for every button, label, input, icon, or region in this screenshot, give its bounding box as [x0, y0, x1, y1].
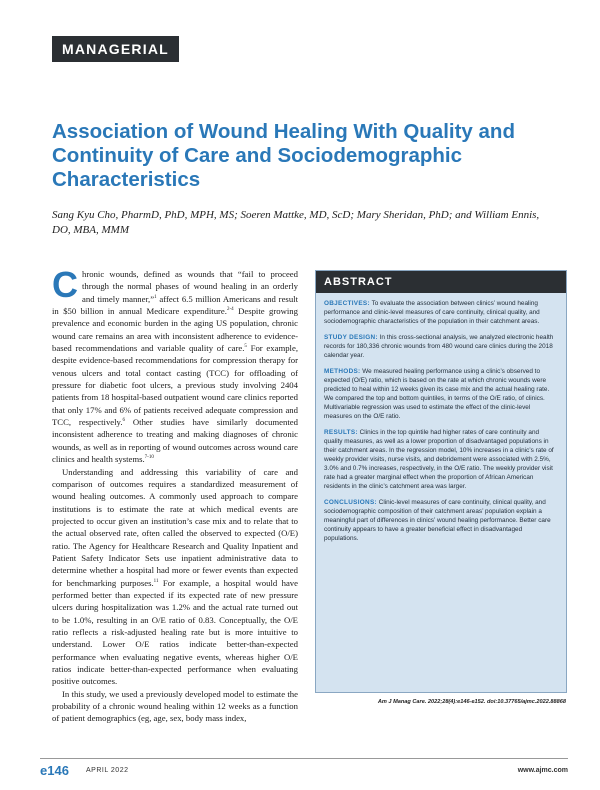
drop-cap: C [52, 264, 78, 305]
body-paragraph-3: In this study, we used a previously developed model to estimate the probability of a chronic wound healing within 12 weeks as a function of patient demographics (eg, age, sex, body mass index, [52, 688, 298, 724]
abstract-objectives [324, 299, 558, 326]
abstract-text: Clinic-level measures of care continuity, clinical quality, and sociodemographic composition of their catchment areas’ population explain a meaningful part of differences in clinics’ wound healing performance. Better care continuity appears to have a greater beneficial effect in disadvantaged populations. [324, 499, 551, 542]
text-run: affect 6.5 million Americans and result in $50 billion in annual Medicare expenditure. [52, 293, 298, 317]
abstract-label: CONCLUSIONS: [324, 499, 377, 506]
abstract-label: METHODS: [324, 368, 361, 375]
abstract-label: RESULTS: [324, 429, 358, 436]
abstract-text: We measured healing performance using a clinic’s observed to expected (O/E) ratio, which is based on the rate at which chronic wounds were predicted to heal within 12 weeks given its case mix and the actual healing rate. We compared the top and bottom quintiles, in terms of the O/E ratio, of clinics. Multivariable regression was used to estimate the effect of the clinic-level measures on the O/E ratio. [324, 368, 550, 420]
text-run: Understanding and addressing this variability of care and comparison of outcomes requires a standardized measurement of wound healing outcomes. A commonly used approach to compare institutions is to estimate the rate at which medical events are projected to occur given an institution’s case mix and to relate that to the actual observed rate, often called the observed to expected (O/E) ratio. The Agency for Healthcare Research and Quality Inpatient and Patient Safety Indicator Sets use inpatient administrative data to determine whether a hospital had more or fewer events than expected for benchmarking purposes. [52, 466, 298, 588]
abstract-results [324, 428, 558, 491]
abstract-text: Clinics in the top quintile had higher rates of care continuity and quality measures, as well as a lower proportion of disadvantaged populations in their catchment areas. In the regression model, 10% increases in a clinic’s rate of weekly provider visits, nurse visits, and debridement were associated with 2.5%, 3.0% and 0.7% increases, respectively, in the O/E ratio. The weekly provider visit rate had a greater marginal effect when the proportion of African American residents in the clinic’s catchment area was larger. [324, 429, 554, 490]
reference-sup: 2-4 [226, 307, 234, 313]
abstract-study-design [324, 333, 558, 360]
body-paragraph-2 [52, 466, 298, 688]
text-run: Despite growing prevalence and economic burden in the aging US population, chronic wound care remains an area with inconsistent adherence to evidence-based recommendations and variable quality of care. [52, 306, 298, 354]
reference-sup: 6 [122, 418, 126, 424]
abstract-heading: ABSTRACT [316, 271, 566, 293]
abstract-label: STUDY DESIGN: [324, 334, 378, 341]
body-text-column [52, 264, 298, 725]
page-number: e146 [40, 763, 69, 778]
text-run: Other studies have similarly documented inconsistent adherence to treating and making diagnoses of chronic wounds, as well as in reporting of wound outcomes across wound care clinics and health systems. [52, 417, 298, 465]
abstract-text: In this cross-sectional analysis, we analyzed electronic health records for 180,336 chronic wounds from 480 wound care clinics during the 2018 calendar year. [324, 334, 554, 359]
reference-sup: 5 [244, 344, 247, 350]
issue-date: APRIL 2022 [86, 767, 129, 774]
abstract-conclusions [324, 498, 558, 543]
reference-sup: 11 [153, 578, 159, 584]
body-paragraph-1 [52, 264, 298, 466]
reference-sup: 7-10 [144, 455, 154, 461]
section-label: MANAGERIAL [52, 36, 179, 62]
abstract-label: OBJECTIVES: [324, 300, 370, 307]
author-list: Sang Kyu Cho, PharmD, PhD, MPH, MS; Soeren Mattke, MD, ScD; Mary Sheridan, PhD; and William Ennis, DO, MBA, MMM [52, 209, 540, 236]
abstract-methods [324, 367, 558, 421]
reference-sup: 1 [154, 294, 157, 300]
abstract-text: To evaluate the association between clinics’ wound healing performance and clinic-level measures of care continuity, clinical quality, and sociodemographic characteristics of the population in their catchment areas. [324, 300, 540, 325]
abstract-body [316, 293, 566, 692]
text-run: For example, despite evidence-based recommendations for compression therapy for venous ulcers and total contact casting (TCC) for offloading of pressure for diabetic foot ulcers, a previous study involving 2404 patients from 18 hospital-based outpatient wound care clinics reported that only 17% and 6% of patients received adequate compression and TCC, respectively. [52, 343, 298, 428]
footer-divider [40, 758, 568, 759]
text-run: hronic wounds, defined as wounds that “fail to proceed through the normal phases of wound healing in an orderly and timely manner,” [82, 269, 298, 304]
text-run: For example, a hospital would have performed better than expected if its expected rate of new pressure ulcers during hospitalization was 1.2% and the actual rate turned out to be 1.0%, resulting in an O/E ratio of 0.83. Conceptually, the O/E ratio reflects a risk-adjusted healing rate but is more intuitive to understand. Lower O/E ratios indicate better-than-expected performance when evaluating negative events, whereas higher O/E ratios indicate better-than-expected performance when evaluating positive outcomes. [52, 577, 298, 687]
citation: Am J Manag Care. 2022;28(4):e146-e152. doi:10.37765/ajmc.2022.88868 [377, 699, 566, 705]
article-title: Association of Wound Healing With Quality and Continuity of Care and Sociodemographic Characteristics [52, 120, 515, 191]
website-link[interactable]: www.ajmc.com [517, 767, 568, 774]
abstract-box [315, 270, 567, 693]
